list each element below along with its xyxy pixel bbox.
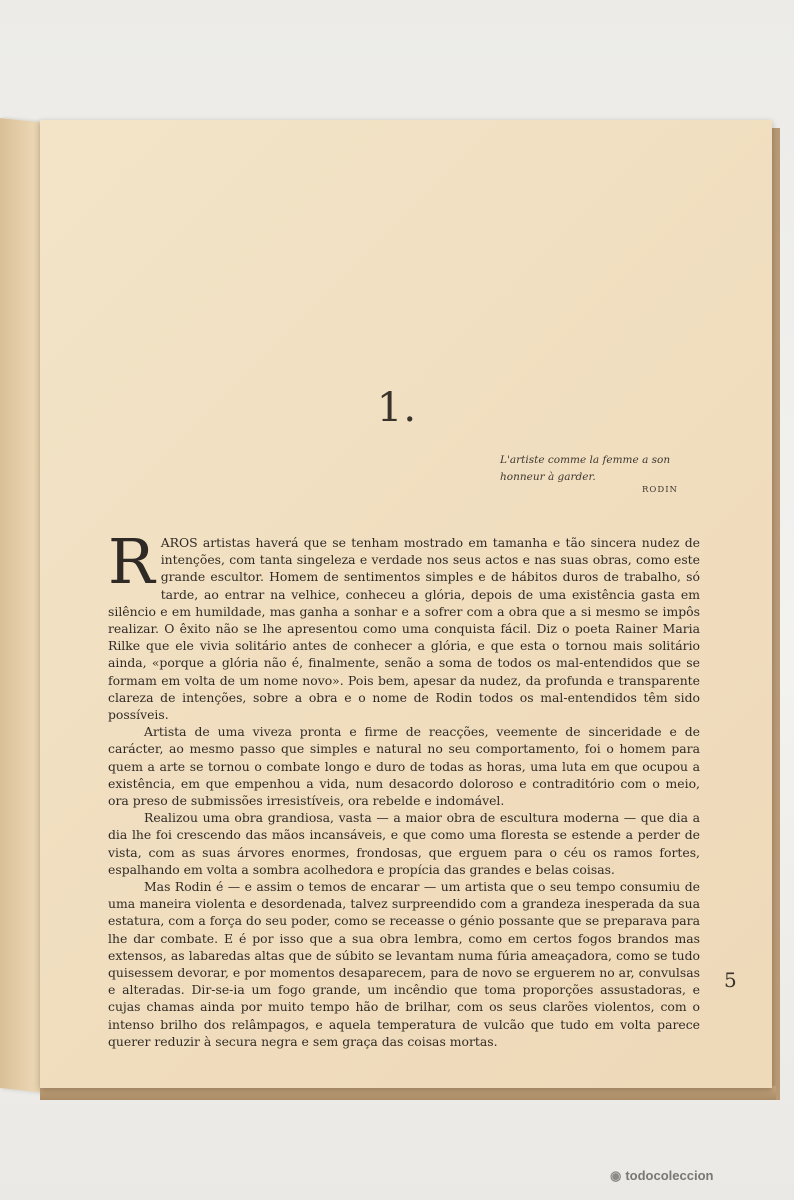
epigraph-author: RODIN [642,485,678,495]
watermark [610,1168,713,1184]
paragraph-1 [108,525,700,723]
epigraph-text: L'artiste comme la femme a son honneur à garder. [500,454,671,483]
paragraph-2: Artista de uma viveza pronta e firme de reacções, veemente de sinceridade e de carácter, ao mesmo passo que simples e natural no seu comportamento, foi o homem para quem a arte se tornou o combate longo e duro de todas as horas, uma luta em que ocupou a existência, em que empenhou a vida, num desacordo doloroso e contraditório com o meio, ora preso de submissões irresistíveis, ora rebelde e indomável. [108,724,700,809]
camera-icon: ◉ [610,1168,622,1183]
watermark-text: todocoleccion [625,1168,714,1183]
paragraph-3: Realizou uma obra grandiosa, vasta — a maior obra de escultura moderna — que dia a dia lhe foi crescendo das mãos incansáveis, e que como uma floresta se estende a perder de vista, com as suas árvores enormes, frondosas, que erguem para o céu os ramos fortes, espalhando em volta a sombra acolhedora e propícia das grandes e belas coisas. [108,810,700,877]
chapter-number: 1. [376,385,418,431]
page-stack-edge [40,1086,776,1100]
paragraph-4: Mas Rodin é — e assim o temos de encarar — um artista que o seu tempo consumiu de uma maneira violenta e desordenada, talvez surpreendido com a grandeza inesperada da sua estatura, com a força do seu poder, como se receasse o génio possante que se preparava para lhe dar combate. E é por isso que a sua obra lembra, como em certos fogos brandos mas extensos, as labaredas altas que de súbito se levantam numa fúria ameaçadora, como se tudo quisessem devorar, e por momentos desaparecem, para de novo se erguerem no ar, convulsas e alteradas. Dir-se-ia um fogo grande, um incêndio que toma proporções assustadoras, e cujas chamas ainda por muito tempo hão de brilhar, com os seus clarões violentos, com o intenso brilho dos relâmpagos, e aquela temperatura de vulcão que tudo em volta parece querer reduzir à secura negra e sem graça das coisas mortas. [108,879,700,1049]
drop-cap: R [108,525,155,598]
paragraph-1-text: AROS artistas haverá que se tenham mostrado em tamanha e tão sincera nudez de intenções, com tanta singeleza e verdade nos seus actos e nas suas obras, como este grande escultor. Homem de sentimentos simples e de hábitos duros de trabalho, só tarde, ao entrar na velhice, conheceu a glória, depois de uma existência gasta em silêncio e em humildade, mas ganha a sonhar e a sofrer com a obra que a si mesmo se impôs realizar. O êxito não se lhe apresentou como uma conquista fácil. Diz o poeta Rainer Maria Rilke que ele vivia solitário antes de conhecer a glória, e que esta o tornou mais solitário ainda, «porque a glória não é, finalmente, senão a soma de todos os mal-entendidos que se formam em volta de um nome novo». Pois bem, apesar da nudez, da profunda e transparente clareza de intenções, sobre a obra e o nome de Rodin todos os mal-entendidos têm sido possíveis. [108,535,700,723]
chapter-body [108,525,700,1050]
page-number: 5 [724,968,737,992]
